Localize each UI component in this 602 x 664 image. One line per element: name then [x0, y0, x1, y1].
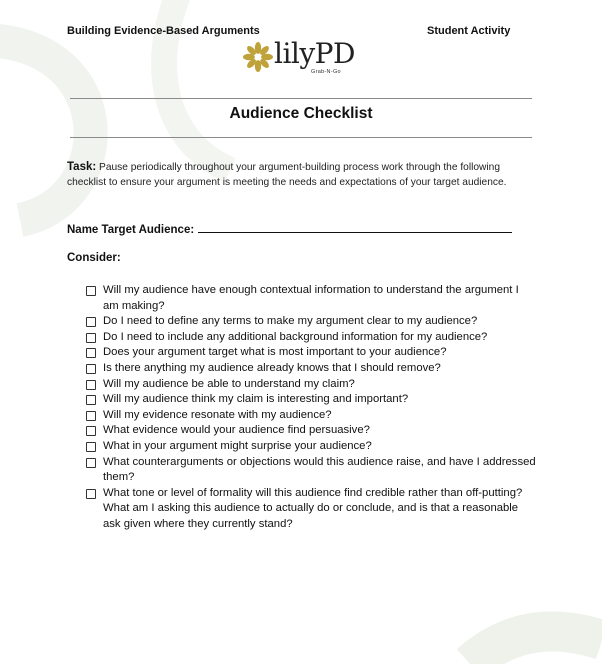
checkbox[interactable]	[86, 458, 96, 468]
checklist-item-text: What tone or level of formality will this audience find credible rather than off-putting? What am I asking this audience to actually do or conclude, and is that a reasonable ask given where they currently stand?	[103, 486, 523, 530]
checklist-item	[86, 314, 536, 330]
checkbox[interactable]	[86, 364, 96, 374]
page-title: Audience Checklist	[229, 105, 373, 122]
checklist-item-text: Will my audience be able to understand my claim?	[103, 377, 355, 390]
task-text: Pause periodically throughout your argument-building process work through the following checklist to ensure your argument is meeting the needs and expectations of your target audience.	[67, 162, 507, 188]
checkbox[interactable]	[86, 380, 96, 390]
checklist-item-text: What in your argument might surprise your audience?	[103, 439, 372, 452]
audience-checklist	[86, 283, 536, 533]
lily-flower-icon	[243, 42, 273, 72]
task-instructions	[67, 160, 537, 190]
checklist-item-text: Do I need to define any terms to make my argument clear to my audience?	[103, 315, 478, 328]
checklist-item-text: Will my evidence resonate with my audience?	[103, 408, 332, 421]
checklist-item	[86, 392, 536, 408]
checklist-item	[86, 423, 536, 439]
checklist-item	[86, 283, 536, 314]
checkbox[interactable]	[86, 411, 96, 421]
checklist-item-text: Is there anything my audience already knows that I should remove?	[103, 361, 441, 374]
checkbox[interactable]	[86, 333, 96, 343]
target-audience-row	[67, 222, 512, 236]
logo-tagline: Grab-N-Go	[311, 69, 341, 75]
checklist-item	[86, 330, 536, 346]
target-audience-blank[interactable]	[198, 222, 512, 233]
checklist-item-text: What counterarguments or objections would this audience raise, and have I addressed them?	[103, 455, 536, 484]
checkbox[interactable]	[86, 286, 96, 296]
checklist-item	[86, 455, 536, 486]
checklist-item	[86, 408, 536, 424]
checklist-item-text: Does your argument target what is most important to your audience?	[103, 346, 447, 359]
header-activity-type: Student Activity	[427, 25, 511, 37]
target-audience-label: Name Target Audience:	[67, 224, 195, 236]
header-course-title: Building Evidence-Based Arguments	[67, 25, 260, 37]
checkbox[interactable]	[86, 348, 96, 358]
checkbox[interactable]	[86, 442, 96, 452]
checklist-item	[86, 361, 536, 377]
task-label: Task:	[67, 161, 97, 173]
top-divider	[70, 98, 532, 99]
checklist-item-text: Will my audience have enough contextual information to understand the argument I am making?	[103, 284, 519, 312]
checkbox[interactable]	[86, 317, 96, 327]
checklist-item	[86, 486, 536, 533]
lilypd-logo	[243, 37, 363, 78]
checkbox[interactable]	[86, 426, 96, 436]
checklist-item	[86, 439, 536, 455]
checklist-item-text: Will my audience think my claim is interesting and important?	[103, 393, 409, 406]
consider-heading: Consider:	[67, 252, 121, 264]
checkbox[interactable]	[86, 489, 96, 499]
checklist-item	[86, 377, 536, 393]
bottom-divider	[70, 137, 532, 138]
logo-wordmark: lilyPD	[274, 37, 355, 70]
checklist-item	[86, 345, 536, 361]
checklist-item-text: What evidence would your audience find persuasive?	[103, 424, 370, 437]
checklist-item-text: Do I need to include any additional background information for my audience?	[103, 330, 488, 343]
checkbox[interactable]	[86, 395, 96, 405]
